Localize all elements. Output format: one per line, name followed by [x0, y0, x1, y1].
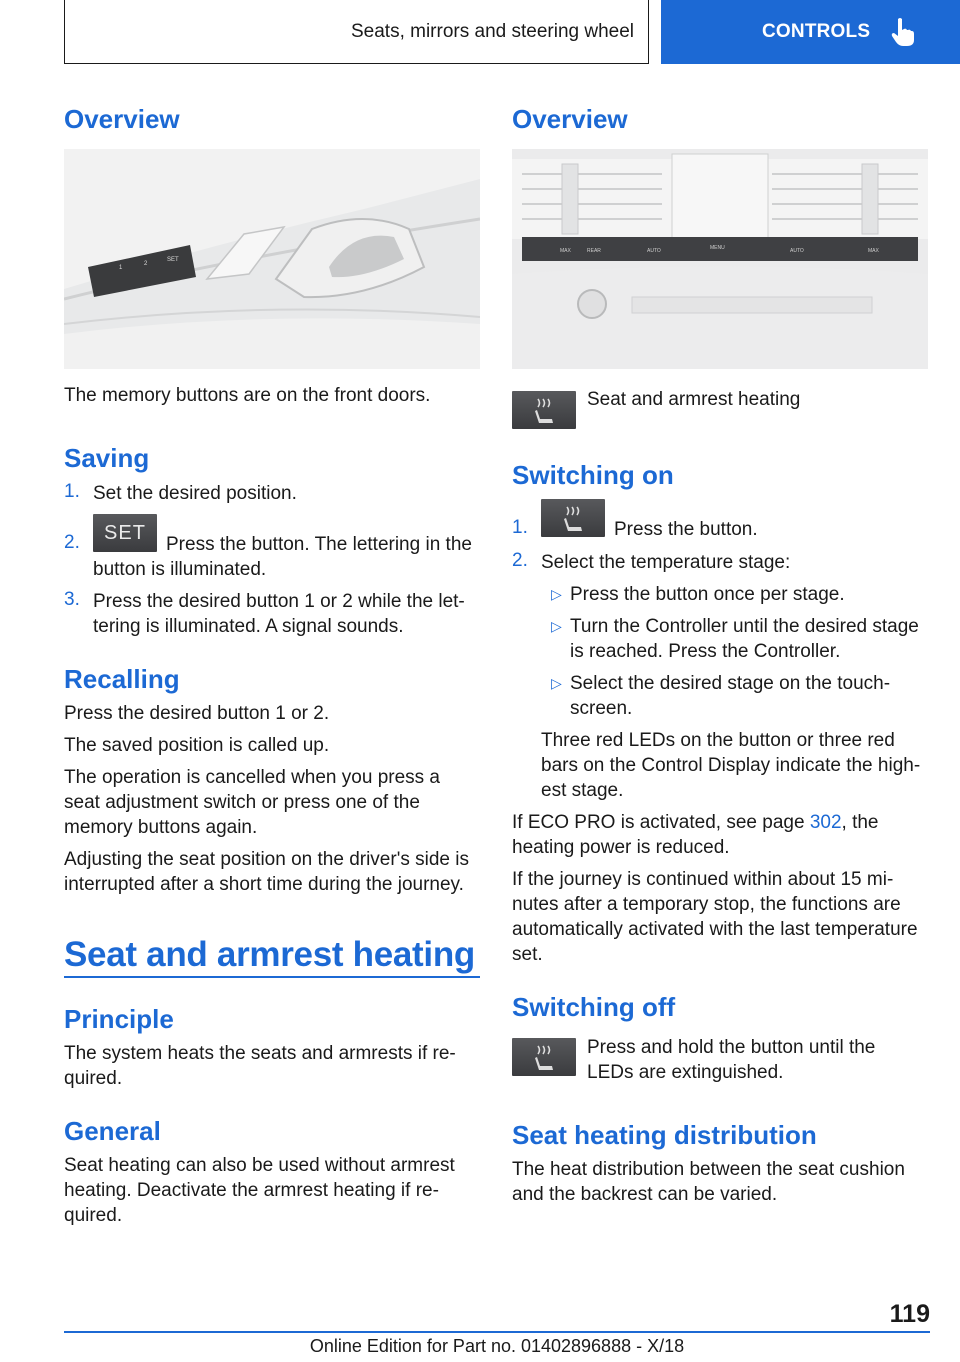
distribution-line1: The heat distribution between the seat cushion: [512, 1159, 905, 1180]
general-line1: Seat heating can also be used without armrest: [64, 1155, 455, 1176]
saving-step-1-text: Set the desired position.: [93, 483, 297, 504]
seat-heating-icon-caption: Seat and armrest heating: [587, 389, 801, 410]
door-button-1: 1: [119, 265, 123, 271]
door-button-set: SET: [167, 257, 179, 263]
switch-on-step-1-number: 1.: [512, 517, 528, 538]
journey-line1: If the journey is continued within about 15 mi-: [512, 869, 894, 890]
switch-on-step-2-number: 2.: [512, 550, 528, 571]
page-number: 119: [889, 1300, 930, 1328]
seat-heat-icon: [512, 1038, 576, 1076]
general-line3: quired.: [64, 1205, 123, 1226]
seat-heating-icon: [512, 391, 576, 429]
left-overview-heading: Overview: [64, 104, 180, 134]
seat-heating-distribution-heading: Seat heating distribution: [512, 1120, 817, 1150]
chapter-title: CONTROLS: [762, 21, 871, 42]
seat-heating-button-icon: [541, 499, 605, 537]
panel-label-3: AUTO: [647, 248, 661, 254]
general-heading: General: [64, 1116, 161, 1146]
journey-line2: nutes after a temporary stop, the functions are: [512, 894, 901, 915]
panel-label-5: AUTO: [790, 248, 804, 254]
panel-label-6: MAX: [868, 248, 879, 254]
leds-line2: bars on the Control Display indicate the high-: [541, 755, 921, 776]
saving-step-1-number: 1.: [64, 481, 80, 502]
eco-pro-line2: heating power is reduced.: [512, 837, 730, 858]
bullet-triangle-icon: ▷: [551, 586, 562, 602]
seat-heat-icon: [541, 499, 605, 537]
eco-pro-line1: [512, 810, 928, 836]
set-button-label: SET: [104, 521, 146, 544]
recalling-p1: Press the desired button 1 or 2.: [64, 703, 330, 724]
journey-line4: set.: [512, 944, 543, 965]
principle-heading: Principle: [64, 1004, 174, 1034]
eco-pro-page-link[interactable]: 302: [809, 812, 842, 833]
saving-step-3-text: Press the desired button 1 or 2 while the let-: [93, 591, 465, 612]
eco-pro-text: If ECO PRO is activated, see page: [512, 812, 810, 833]
seat-armrest-heating-heading: Seat and armrest heating: [64, 935, 475, 974]
bullet-2-line1: Turn the Controller until the desired stage: [570, 616, 919, 637]
recalling-p3-line1: The operation is cancelled when you press a: [64, 767, 441, 788]
journey-line3: automatically activated with the last temperature: [512, 919, 918, 940]
bullet-1-line1: Press the button once per stage.: [570, 584, 845, 605]
eco-pro-text-after: , the: [841, 812, 879, 833]
seat-heat-icon: [512, 391, 576, 429]
saving-step-3-text-cont: tering is illuminated. A signal sounds.: [93, 616, 404, 637]
panel-label-1: MAX: [560, 248, 571, 254]
footer-edition: Online Edition for Part no. 01402896888 - X/18: [309, 1336, 685, 1356]
panel-label-2: REAR: [587, 248, 601, 254]
saving-step-2-text-cont: button is illuminated.: [93, 559, 267, 580]
bullet-3-line2: screen.: [570, 698, 633, 719]
door-memory-buttons-image: [64, 149, 480, 369]
bullet-triangle-icon: ▷: [551, 618, 562, 634]
panel-label-4: MENU: [710, 245, 725, 251]
recalling-p4-line2: interrupted after a short time during the journey.: [64, 874, 464, 895]
principle-line1: The system heats the seats and armrests if re-: [64, 1043, 456, 1064]
heading-rule: [64, 976, 480, 978]
saving-step-2-text: Press the button. The lettering in the: [166, 534, 472, 555]
switch-on-step-1-text: Press the button.: [614, 519, 758, 540]
pointing-hand-icon: [890, 17, 916, 47]
bullet-triangle-icon: ▷: [551, 675, 562, 691]
memory-buttons-caption: The memory buttons are on the front doors.: [64, 385, 431, 406]
bullet-3-line1: Select the desired stage on the touch-: [570, 673, 891, 694]
recalling-p2: The saved position is called up.: [64, 735, 330, 756]
recalling-p3-line3: memory buttons again.: [64, 817, 258, 838]
section-title: Seats, mirrors and steering wheel: [350, 20, 634, 42]
recalling-heading: Recalling: [64, 664, 180, 694]
principle-line2: quired.: [64, 1068, 123, 1089]
footer-rule: [64, 1331, 930, 1333]
header-section-title: [64, 0, 649, 64]
switching-on-heading: Switching on: [512, 460, 674, 490]
switch-on-step-2-text: Select the temperature stage:: [541, 552, 791, 573]
distribution-line2: and the backrest can be varied.: [512, 1184, 778, 1205]
saving-step-3-number: 3.: [64, 589, 80, 610]
switching-off-line2: LEDs are extinguished.: [587, 1062, 784, 1083]
climate-panel-image: [512, 149, 928, 369]
switching-off-line1: Press and hold the button until the: [587, 1037, 876, 1058]
header-chapter-tab[interactable]: [661, 0, 960, 64]
set-button-icon: [93, 514, 157, 552]
leds-line1: Three red LEDs on the button or three red: [541, 730, 895, 751]
right-overview-heading: Overview: [512, 104, 628, 134]
switching-off-heading: Switching off: [512, 992, 676, 1022]
saving-step-2-number: 2.: [64, 532, 80, 553]
recalling-p4-line1: Adjusting the seat position on the driver's side is: [64, 849, 469, 870]
leds-line3: est stage.: [541, 780, 624, 801]
door-button-2: 2: [144, 261, 148, 267]
bullet-2-line2: is reached. Press the Controller.: [570, 641, 841, 662]
recalling-p3-line2: seat adjustment switch or press one of the: [64, 792, 420, 813]
saving-heading: Saving: [64, 443, 150, 473]
general-line2: heating. Deactivate the armrest heating if re-: [64, 1180, 439, 1201]
seat-heating-off-icon: [512, 1038, 576, 1076]
